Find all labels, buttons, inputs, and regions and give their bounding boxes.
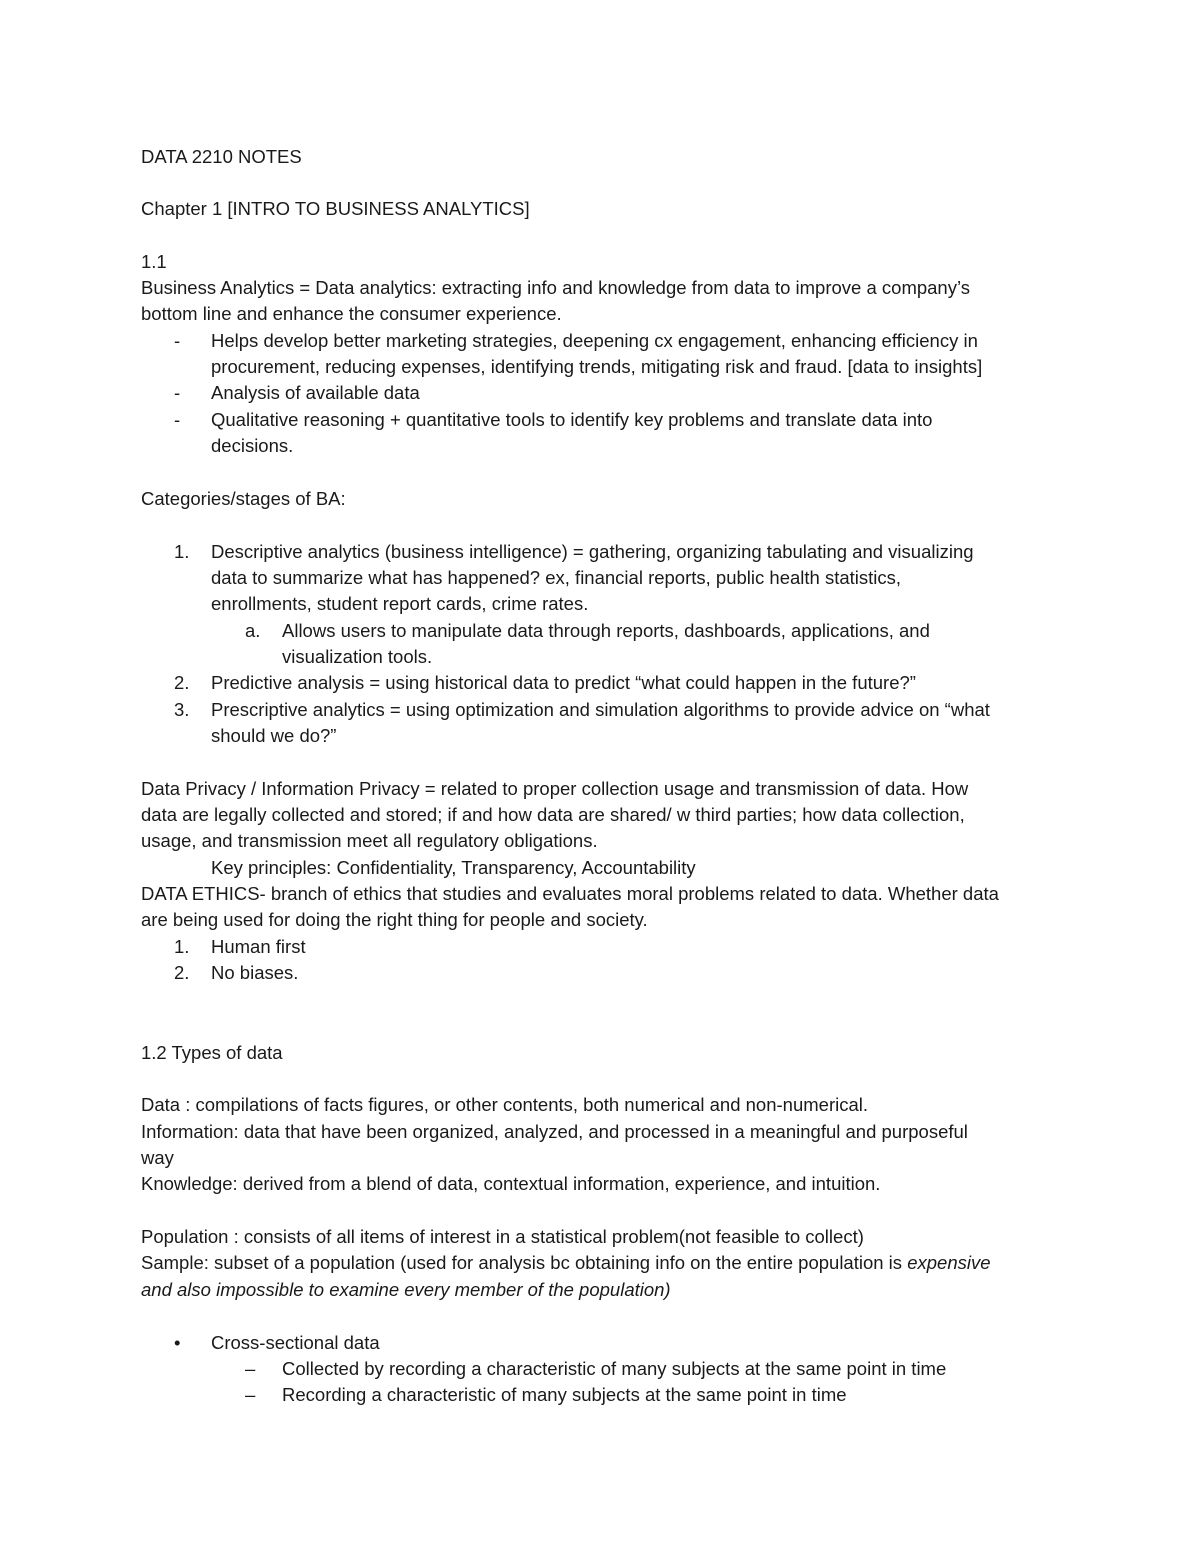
endash-marker: – [245,1358,256,1379]
section-1-2-heading: 1.2 Types of data [141,1042,283,1063]
dash-marker: - [174,330,181,351]
dash-marker: - [174,382,181,403]
list-subitem: Recording a characteristic of many subjects at the same point in time [282,1384,847,1405]
chapter-heading: Chapter 1 [INTRO TO BUSINESS ANALYTICS] [141,198,530,219]
list-item: Cross-sectional data [211,1332,380,1353]
list-item: data to summarize what has happened? ex, financial reports, public health statistics, [211,567,902,588]
population-definition: Population : consists of all items of interest in a statistical problem(not feasible to collect) [141,1226,864,1247]
list-letter: a. [245,620,261,641]
dash-marker: - [174,409,181,430]
list-item: should we do?” [211,725,337,746]
bullet-marker: • [174,1332,181,1353]
list-item: No biases. [211,962,299,983]
ba-definition-line: bottom line and enhance the consumer experience. [141,303,562,324]
sample-text: Sample: subset of a population (used for analysis bc obtaining info on the entire population is [141,1252,903,1273]
list-subitem: Allows users to manipulate data through reports, dashboards, applications, and [282,620,930,641]
list-subitem: Collected by recording a characteristic of many subjects at the same point in time [282,1358,947,1379]
list-item: Qualitative reasoning + quantitative tools to identify key problems and translate data into [211,409,933,430]
list-number: 2. [174,672,190,693]
list-number: 1. [174,541,190,562]
document-title: DATA 2210 NOTES [141,146,302,167]
privacy-paragraph: usage, and transmission meet all regulatory obligations. [141,830,598,851]
list-number: 2. [174,962,190,983]
list-number: 1. [174,936,190,957]
list-item: Predictive analysis = using historical data to predict “what could happen in the future?” [211,672,916,693]
key-principles: Key principles: Confidentiality, Transparency, Accountability [211,857,696,878]
sample-text-italic: expensive [907,1252,991,1273]
privacy-paragraph: data are legally collected and stored; if and how data are shared/ w third parties; how data collection, [141,804,965,825]
privacy-paragraph: Data Privacy / Information Privacy = related to proper collection usage and transmission of data. How [141,778,969,799]
ethics-paragraph: are being used for doing the right thing for people and society. [141,909,648,930]
list-subitem: visualization tools. [282,646,433,667]
section-1-1-heading: 1.1 [141,251,167,272]
list-item: procurement, reducing expenses, identifying trends, mitigating risk and fraud. [data to insights] [211,356,983,377]
list-item: Human first [211,936,306,957]
list-item: Descriptive analytics (business intelligence) = gathering, organizing tabulating and visualizing [211,541,974,562]
list-item: Prescriptive analytics = using optimization and simulation algorithms to provide advice on “what [211,699,990,720]
endash-marker: – [245,1384,256,1405]
sample-definition [141,1250,991,1276]
list-item: Helps develop better marketing strategies, deepening cx engagement, enhancing efficiency in [211,330,978,351]
list-item: Analysis of available data [211,382,420,403]
knowledge-definition: Knowledge: derived from a blend of data, contextual information, experience, and intuition. [141,1173,881,1194]
list-item: decisions. [211,435,294,456]
ethics-paragraph: DATA ETHICS- branch of ethics that studies and evaluates moral problems related to data. Whether data [141,883,999,904]
data-definition: Data : compilations of facts figures, or other contents, both numerical and non-numerical. [141,1094,869,1115]
list-number: 3. [174,699,190,720]
categories-heading: Categories/stages of BA: [141,488,346,509]
ba-definition-line: Business Analytics = Data analytics: extracting info and knowledge from data to improve a company’s [141,277,970,298]
information-definition: Information: data that have been organized, analyzed, and processed in a meaningful and purposeful [141,1121,968,1142]
list-item: enrollments, student report cards, crime rates. [211,593,589,614]
sample-definition-italic: and also impossible to examine every member of the population) [141,1279,671,1300]
information-definition: way [141,1147,174,1168]
